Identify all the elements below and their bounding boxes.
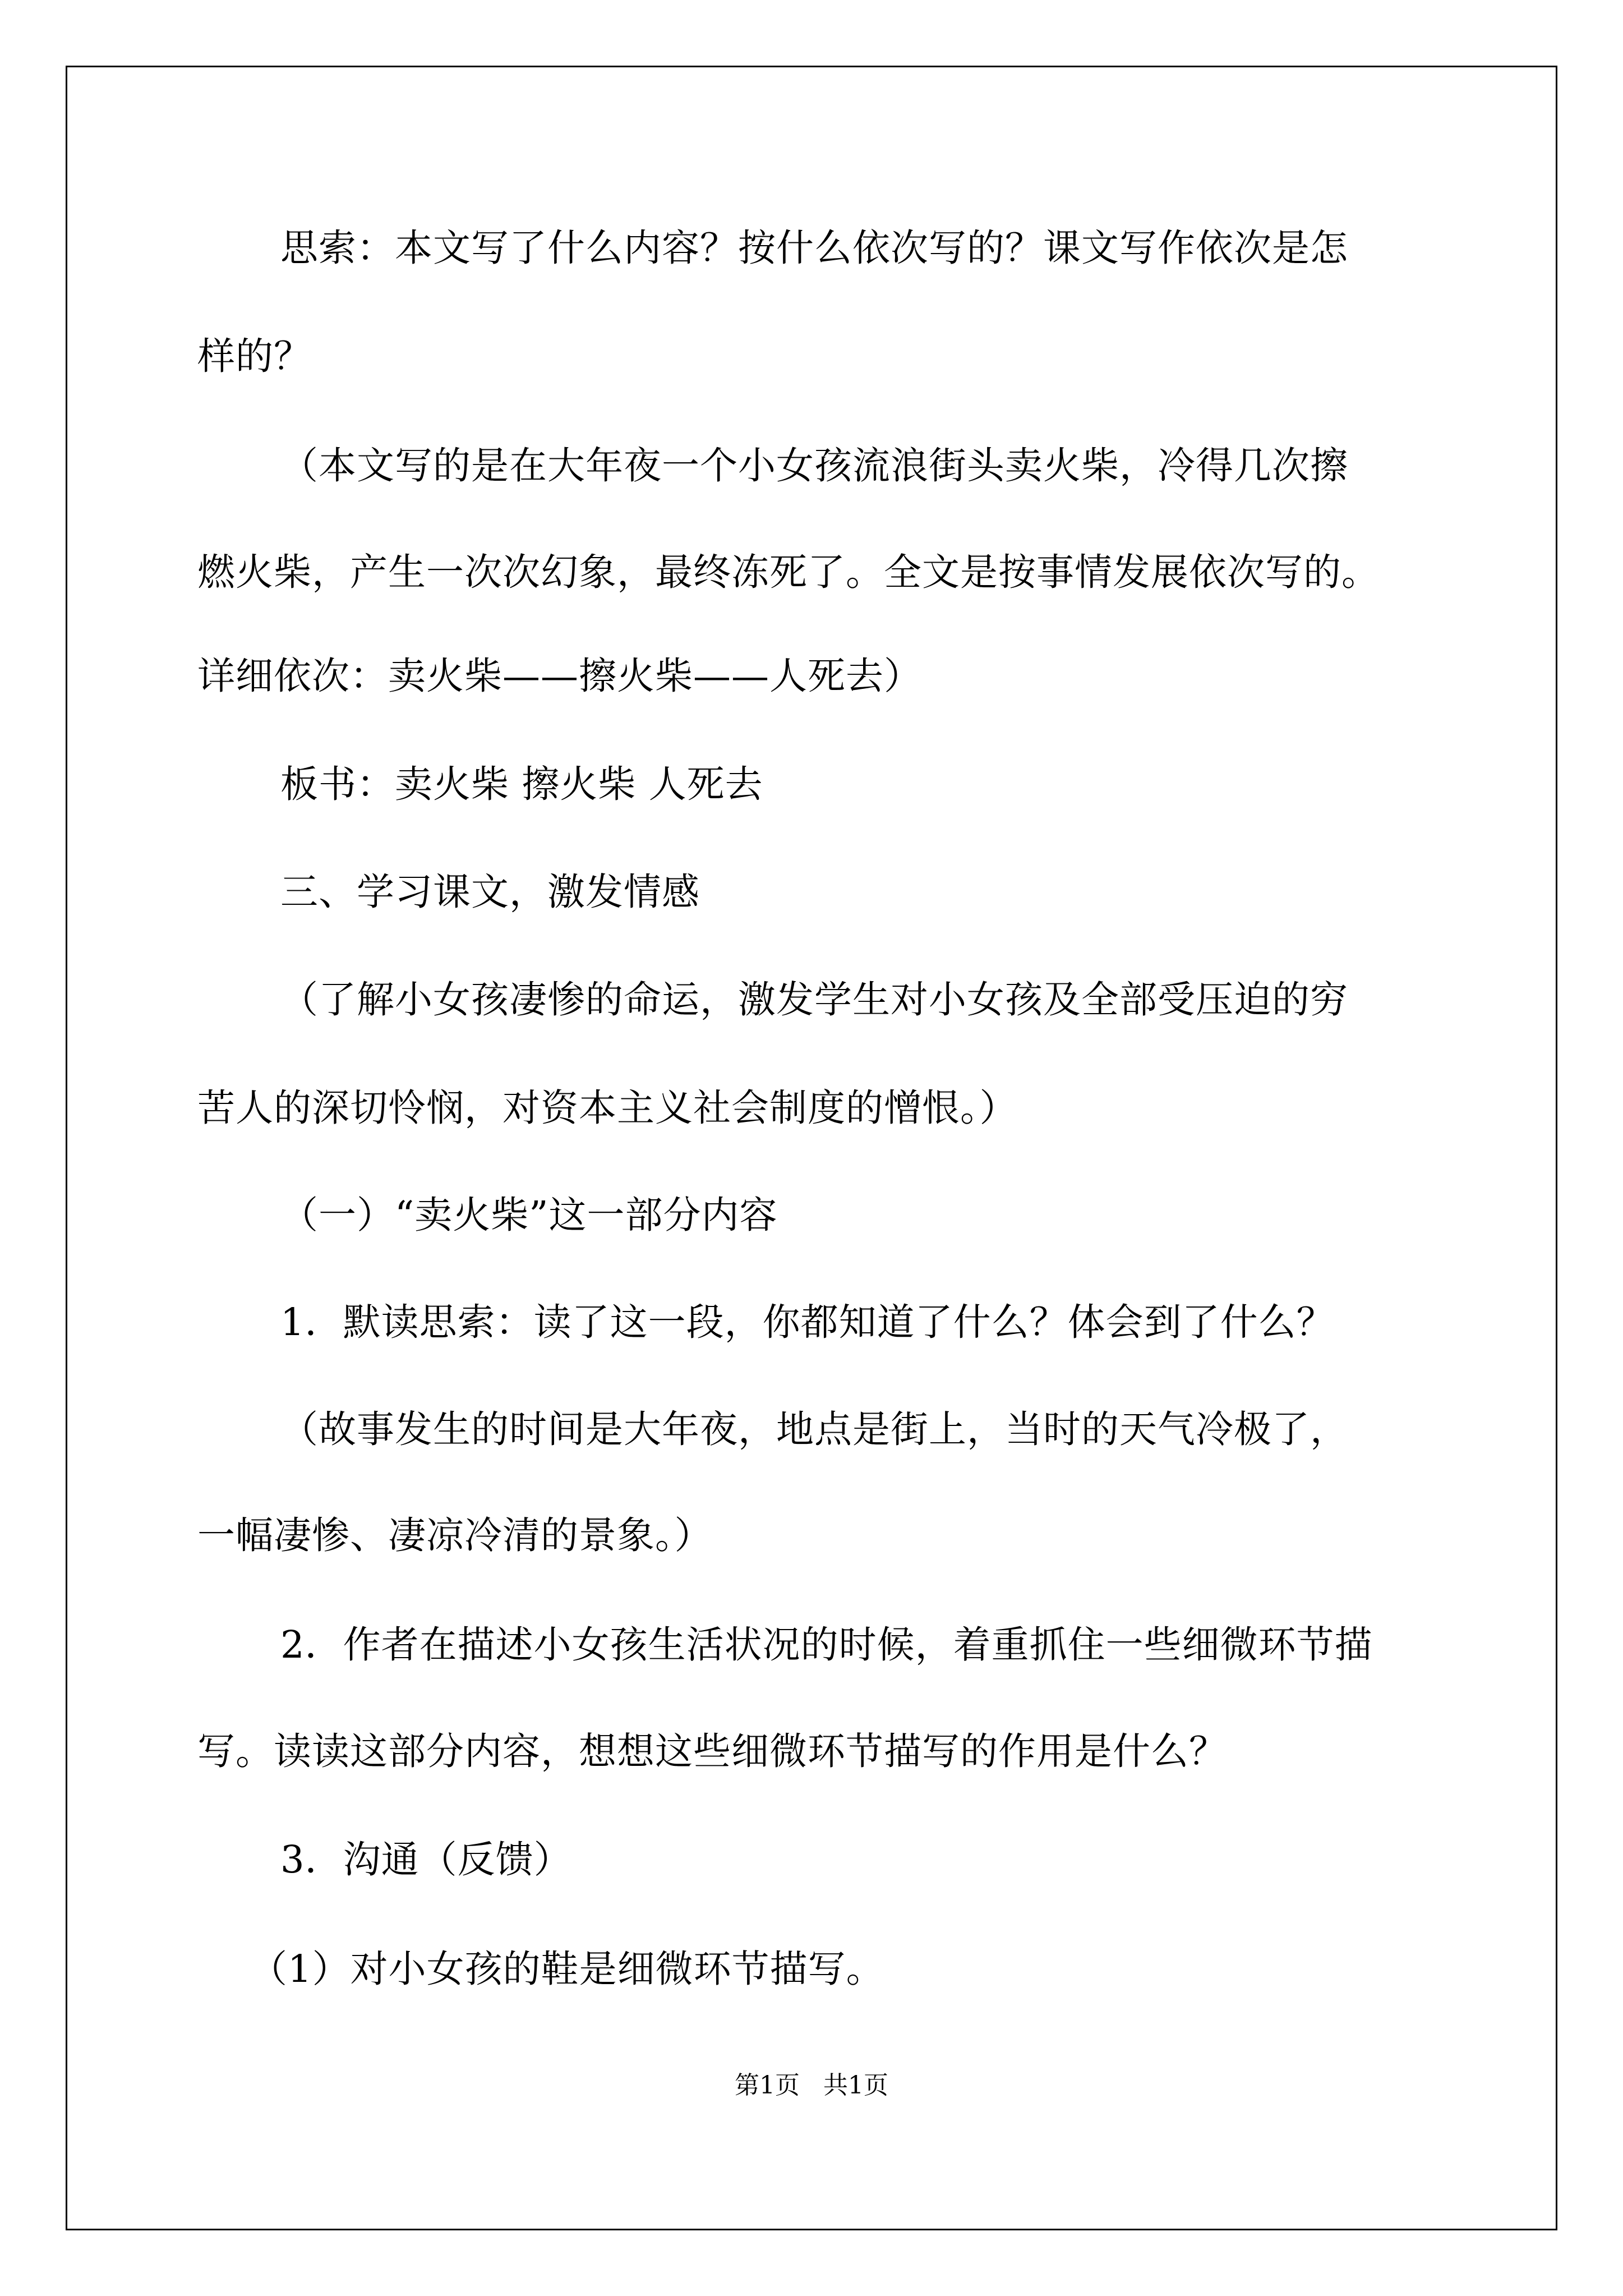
text-line: 1．默读思索：读了这一段，你都知道了什么？体会到了什么？ bbox=[280, 1300, 1335, 1344]
text-line: 一幅凄惨、凄凉冷清的景象。） bbox=[197, 1513, 713, 1557]
text-line: 样的？ bbox=[197, 334, 312, 378]
text-line: （故事发生的时间是大年夜，地点是街上，当时的天气冷极了， bbox=[280, 1407, 1348, 1451]
text-line: （一）“卖火柴”这一部分内容 bbox=[280, 1193, 778, 1237]
text-line: 详细依次：卖火柴——擦火柴——人死去） bbox=[197, 654, 922, 698]
text-line: 板书：卖火柴 擦火柴 人死去 bbox=[280, 762, 763, 806]
page-footer: 第1页 共1页 bbox=[735, 2071, 888, 2100]
text-line: 三、学习课文，激发情感 bbox=[280, 870, 700, 914]
text-line: 思索：本文写了什么内容？按什么依次写的？课文写作依次是怎 bbox=[280, 226, 1348, 270]
text-line: 写。读读这部分内容，想想这些细微环节描写的作用是什么？ bbox=[197, 1729, 1227, 1773]
text-line: 2．作者在描述小女孩生活状况的时候，着重抓住一些细微环节描 bbox=[280, 1623, 1373, 1667]
text-line: （了解小女孩凄惨的命运，激发学生对小女孩及全部受压迫的穷 bbox=[280, 978, 1348, 1022]
text-line: （1）对小女孩的鞋是细微环节描写。 bbox=[250, 1947, 884, 1991]
page-border bbox=[66, 66, 1557, 2230]
text-line: （本文写的是在大年夜一个小女孩流浪街头卖火柴，冷得几次擦 bbox=[280, 444, 1348, 487]
text-line: 燃火柴，产生一次次幻象，最终冻死了。全文是按事情发展依次写的。 bbox=[197, 550, 1380, 594]
text-line: 3．沟通（反馈） bbox=[280, 1838, 572, 1881]
text-line: 苦人的深切怜悯，对资本主义社会制度的憎恨。） bbox=[197, 1086, 1018, 1130]
